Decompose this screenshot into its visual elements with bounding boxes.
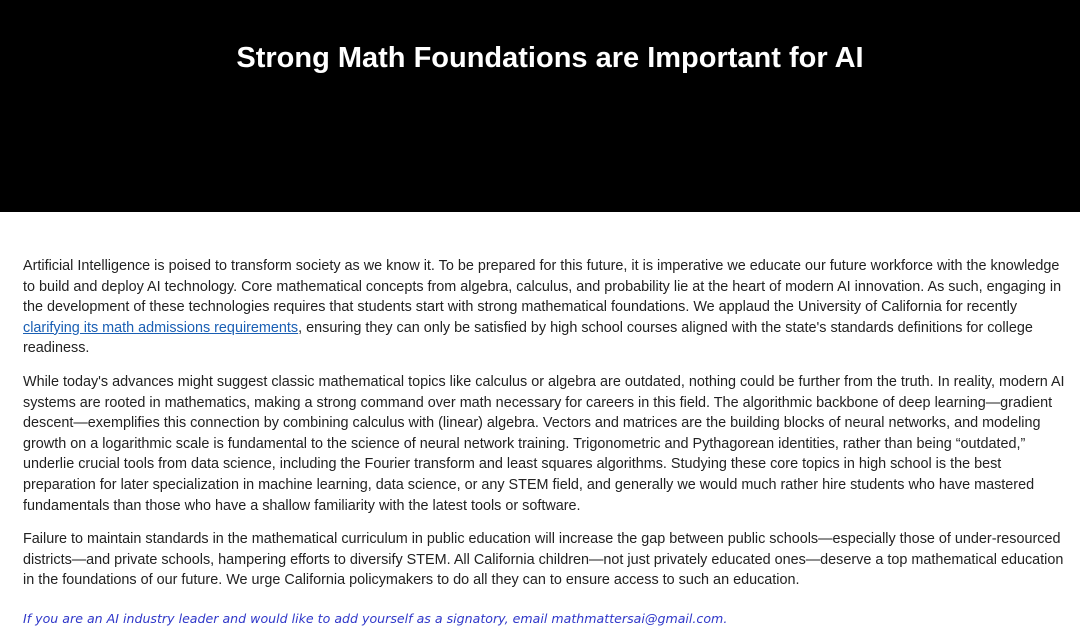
paragraph-intro-text-after-link: , ensuring they can only be satisfied by high school courses aligned with the state's standards definitions for college readiness. bbox=[23, 319, 1033, 357]
signatory-note: If you are an AI industry leader and would like to add yourself as a signatory, email mathmattersai@gmail.com. bbox=[23, 611, 728, 626]
paragraph-math-in-ai: While today's advances might suggest classic mathematical topics like calculus or algebra are outdated, nothing could be further from the truth. In reality, modern AI systems are rooted in mathematics, making a strong command over math necessary for careers in this field. The algorithmic backbone of deep learning—gradient descent—exemplifies this connection by combining calculus with (linear) algebra. Vectors and matrices are the building blocks of neural networks, and modeling growth on a logarithmic scale is fundamental to the science of neural network training. Trigonometric and Pythagorean identities, rather than being “outdated,” underlie crucial tools from data science, including the Fourier transform and least squares algorithms. Studying these core topics in high school is the best preparation for later specialization in machine learning, data science, or any STEM field, and generally we would much rather hire students who have mastered fundamentals than those who have a shallow familiarity with the latest tools or software. bbox=[23, 373, 1065, 514]
paragraph-intro bbox=[23, 256, 1073, 359]
paragraph-equity: Failure to maintain standards in the mathematical curriculum in public education will increase the gap between public schools—especially those of under-resourced districts—and private schools, hampering efforts to diversify STEM. All California children—not just privately educated ones—deserve a top mathematical education in the foundations of our future. We urge California policymakers to do all they can to ensure access to such an education. bbox=[23, 531, 1064, 589]
article-body bbox=[23, 256, 1073, 604]
math-admissions-requirements-link[interactable]: clarifying its math admissions requirements bbox=[23, 319, 299, 336]
hero-banner bbox=[0, 0, 1080, 212]
paragraph-intro-text-before-link: Artificial Intelligence is poised to transform society as we know it. To be prepared for this future, it is imperative we educate our future workforce with the knowledge to build and deploy AI technology. Core mathematical concepts from algebra, calculus, and probability lie at the heart of modern AI innovation. As such, engaging in the development of these technologies requires that students start with strong mathematical foundations. We applaud the University of California for recently bbox=[23, 258, 1062, 316]
page-title: Strong Math Foundations are Important for AI bbox=[236, 42, 864, 74]
